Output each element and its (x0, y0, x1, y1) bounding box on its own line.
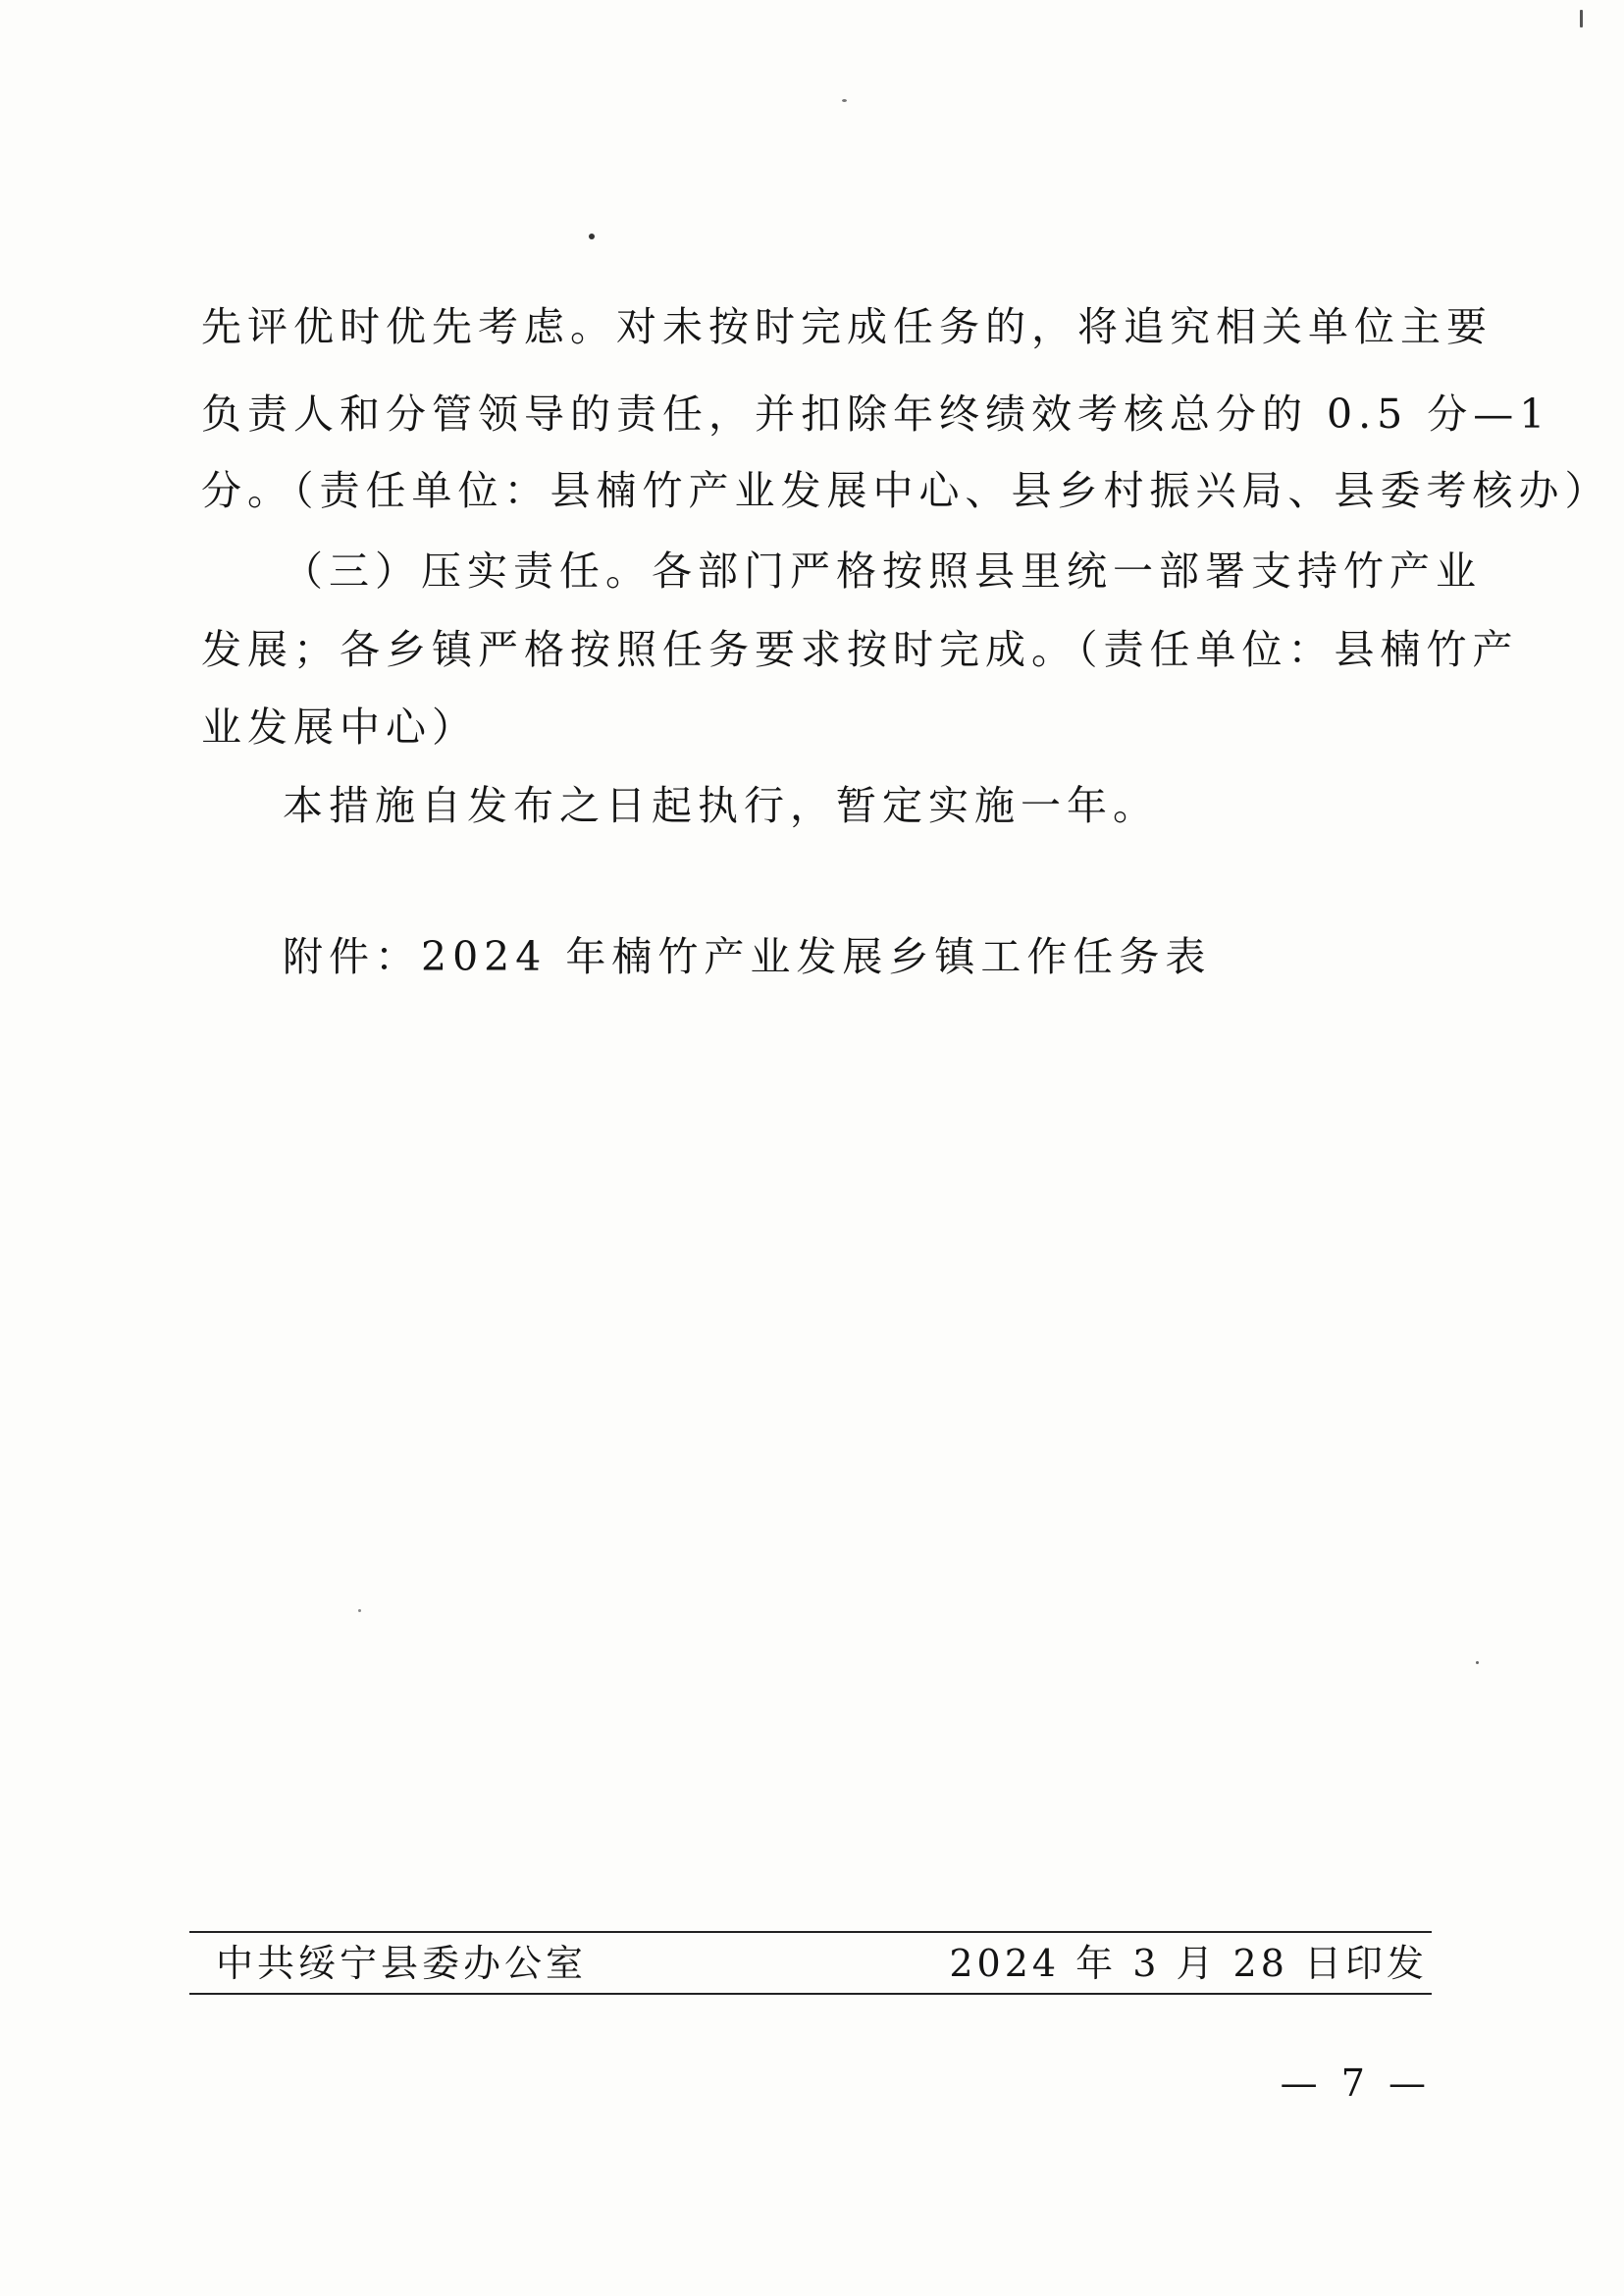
section-heading-line: （三）压实责任。各部门严格按照县里统一部署支持竹产业 (283, 548, 1482, 595)
paragraph-line: 业发展中心） (201, 704, 478, 751)
paragraph-line: 负责人和分管领导的责任，并扣除年终绩效考核总分的 0.5 分—1 (201, 391, 1551, 438)
issue-date: 2024 年 3 月 28 日印发 (949, 1942, 1428, 1985)
footer-bottom-rule (189, 1993, 1432, 1995)
page-number: — 7 — (1280, 2061, 1432, 2105)
scan-speck (1476, 1661, 1479, 1664)
scan-speck (842, 99, 847, 102)
paragraph-line: 先评优时优先考虑。对未按时完成任务的，将追究相关单位主要 (201, 303, 1493, 350)
footer-top-rule (189, 1931, 1432, 1933)
issuer-name: 中共绥宁县委办公室 (216, 1942, 588, 1985)
attachment-line: 附件：2024 年楠竹产业发展乡镇工作任务表 (283, 933, 1212, 980)
scan-speck (1580, 10, 1583, 27)
paragraph-line: 发展；各乡镇严格按照任务要求按时完成。（责任单位：县楠竹产 (201, 626, 1519, 673)
paragraph-line: 分。（责任单位：县楠竹产业发展中心、县乡村振兴局、县委考核办） (201, 467, 1611, 514)
scan-speck (589, 234, 595, 239)
scan-speck (358, 1609, 361, 1612)
effective-date-paragraph: 本措施自发布之日起执行，暂定实施一年。 (283, 782, 1159, 829)
